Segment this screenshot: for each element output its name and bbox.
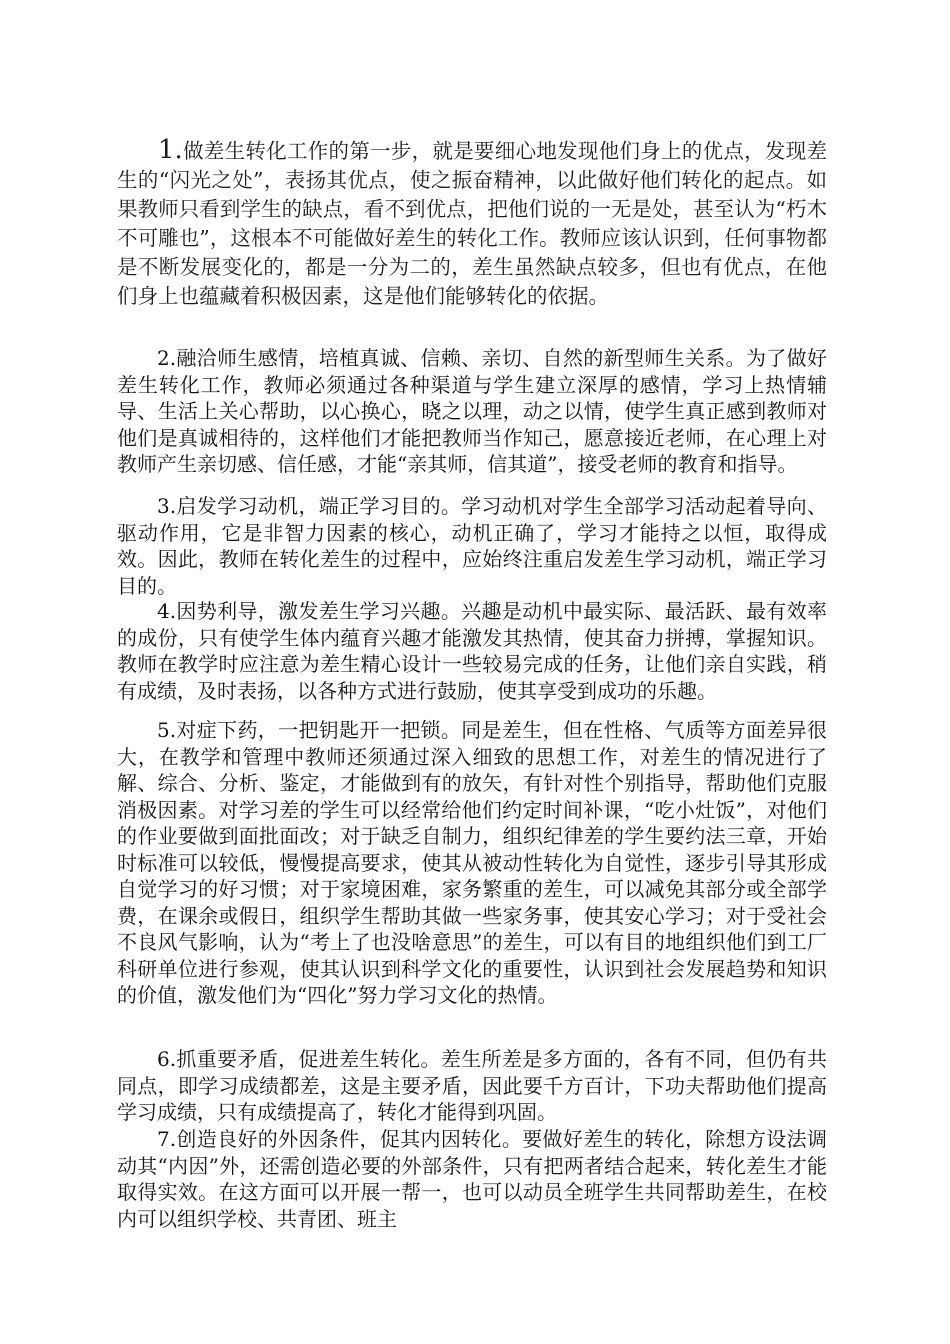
paragraph-5: 5.对症下药，一把钥匙开一把锁。同是差生，但在性格、气质等方面差异很大，在教学和管理中教师还须通过深入细致的思想工作，对差生的情况进行了解、综合、分析、鉴定，才能做到有的放矢，有针对性个别指导，帮助他们克服消极因素。对学习差的学生可以经常给他们约定时间补课，“吃小灶饭”，对他们的作业要做到面批面改；对于缺乏自制力，组织纪律差的学生要约法三章，开始时标准可以较低，慢慢提高要求，使其从被动性转化为自觉性，逐步引导其形成自觉学习的好习惯；对于家境困难，家务繁重的差生，可以减免其部分或全部学费，在课余或假日，组织学生帮助其做一些家务事，使其安心学习；对于受社会不良风气影响，认为“考上了也没啥意思”的差生，可以有目的地组织他们到工厂科研单位进行参观，使其认识到科学文化的重要性，认识到社会发展趋势和知识的价值，激发他们为“四化”努力学习文化的热情。 [117, 718, 827, 1007]
paragraph-3: 3.启发学习动机，端正学习目的。学习动机对学生全部学习活动起着导向、驱动作用，它是非智力因素的核心，动机正确了，学习才能持之以恒，取得成效。因此，教师在转化差生的过程中，应始终注重启发差生学习动机，端正学习目的。 [117, 494, 827, 598]
paragraph-1-text: 做差生转化工作的第一步，就是要细心地发现他们身上的优点，发现差生的“闪光之处”，表扬其优点，使之振奋精神，以此做好他们转化的起点。如果教师只看到学生的缺点，看不到优点，把他们说的一无是处，甚至认为“朽木不可雕也”，这根本不可能做好差生的转化工作。教师应该认识到，任何事物都是不断发展变化的，都是一分为二的，差生虽然缺点较多，但也有优点，在他们身上也蕴藏着积极因素，这是他们能够转化的依据。 [117, 139, 827, 308]
paragraph-1 [117, 136, 827, 311]
paragraph-7: 7.创造良好的外因条件，促其内因转化。要做好差生的转化，除想方设法调动其“内因”外，还需创造必要的外部条件，只有把两者结合起来，转化差生才能取得实效。在这方面可以开展一帮一，也可以动员全班学生共同帮助差生，在校内可以组织学校、共青团、班主 [117, 1127, 827, 1231]
paragraph-2: 2.融洽师生感情，培植真诚、信赖、亲切、自然的新型师生关系。为了做好差生转化工作，教师必须通过各种渠道与学生建立深厚的感情，学习上热情辅导、生活上关心帮助，以心换心，晓之以理，动之以情，使学生真正感到教师对他们是真诚相待的，这样他们才能把教师当作知己，愿意接近老师，在心理上对教师产生亲切感、信任感，才能“亲其师，信其道”，接受老师的教育和指导。 [117, 346, 827, 476]
paragraph-6: 6.抓重要矛盾，促进差生转化。差生所差是多方面的，各有不同，但仍有共同点，即学习成绩都差，这是主要矛盾，因此要千方百计，下功夫帮助他们提高学习成绩，只有成绩提高了，转化才能得到巩固。 [117, 1047, 827, 1124]
paragraph-4: 4.因势利导，激发差生学习兴趣。兴趣是动机中最实际、最活跃、最有效率的成份，只有使学生体内蕴育兴趣才能激发其热情，使其奋力拼搏，掌握知识。教师在教学时应注意为差生精心设计一些较易完成的任务，让他们亲自实践，稍有成绩，及时表扬，以各种方式进行鼓励，使其享受到成功的乐趣。 [117, 599, 827, 703]
paragraph-1-number: 1. [158, 135, 183, 165]
